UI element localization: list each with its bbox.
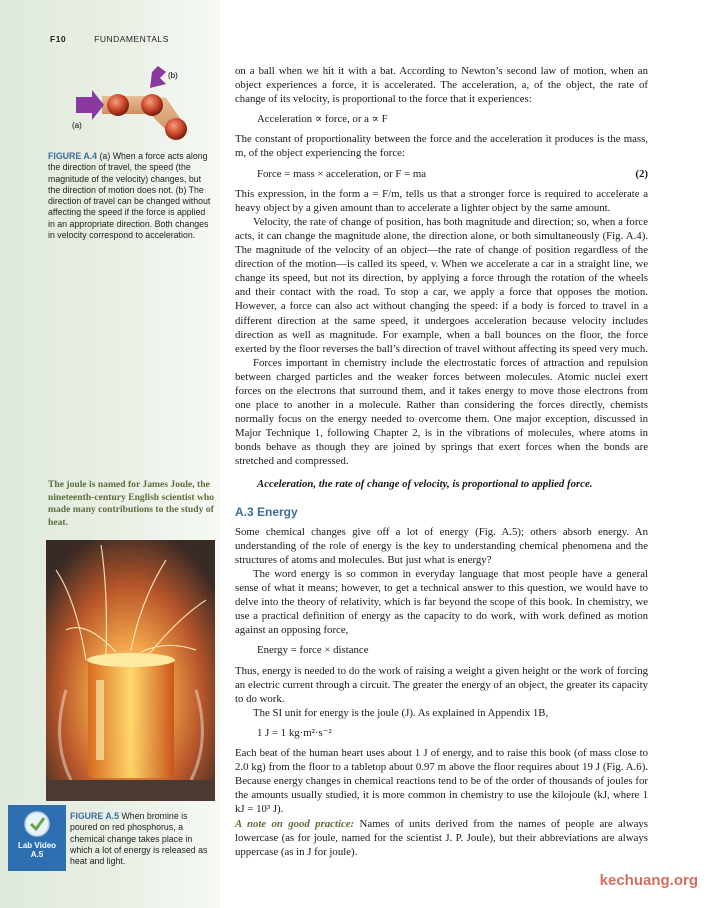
good-practice-heading: A note on good practice: bbox=[235, 817, 355, 830]
paragraph-mass: The constant of proportionality between the force and the acceleration it produces is the mass, m, of the object experiencing the force: bbox=[235, 133, 648, 160]
paragraph-forces-chemistry: Forces important in chemistry include the electrostatic forces of attraction and repulsion between charged particles and the weaker forces between molecules. Atomic nuclei exert forces on the electrons that surround them, and it takes energy to move those electrons from one place to another in a molecule. Rather than considering the forces directly, chemists normally focus on the energy needed to overcome them. One major exception, discussed in Major Technique 1, following Chapter 2, is in the vibrations of molecules, where atoms in bonds behave as though they are joined by springs that exert forces when the bonds are stretched and compressed. bbox=[235, 356, 648, 468]
figure-a5-caption-text: When bromine is poured on red phosphorus, a chemical change takes place in which a lot of energy is released as heat and light. bbox=[70, 811, 208, 867]
equation-number: (2) bbox=[635, 167, 648, 180]
good-practice-body: Names of units derived from the names of people are always lowercase (as for joule, named for the scientist J. P. Joule), but their abbreviations are always uppercase (as in J for joule). bbox=[235, 817, 648, 858]
equation-proportional: Acceleration ∝ force, or a ∝ F bbox=[257, 113, 388, 126]
lab-video-label: Lab Video bbox=[17, 841, 57, 850]
margin-note-joule: The joule is named for James Joule, the nineteenth-century English scientist who made many contributions to the study of heat. bbox=[48, 479, 215, 528]
figure-a4-caption bbox=[48, 151, 213, 241]
equation-joule: 1 J = 1 kg·m²·s⁻² bbox=[257, 726, 332, 739]
figure-a5-photo bbox=[46, 540, 215, 801]
figure-a4-illustration bbox=[62, 62, 202, 142]
paragraph-energy-intro: Some chemical changes give off a lot of energy (Fig. A.5); others absorb energy. An understanding of the role of energy is the key to understanding chemical phenomena and the structures of atoms and molecules. But just what is energy? bbox=[235, 525, 648, 566]
lab-video-badge[interactable] bbox=[8, 805, 66, 871]
force-arrow-b bbox=[150, 66, 166, 88]
figure-a5-caption bbox=[70, 811, 212, 867]
section-title: FUNDAMENTALS bbox=[94, 34, 169, 44]
paragraph-newton: on a ball when we hit it with a bat. According to Newton’s second law of motion, when an object experiences a force, it is accelerated. The acceleration, a, of the object, the rate of change of its velocity, is proportional to the force that it experiences: bbox=[235, 65, 648, 106]
paragraph-velocity: Velocity, the rate of change of position, has both magnitude and direction; so, when a force acts, it can change the magnitude alone, the direction alone, or both simultaneously (Fig. A.4). The magnitude of the velocity of an object—the rate of change of position regardless of the direction of the motion—is called its speed, v. When we accelerate a car in a straight line, we change its speed, but not its direction, by applying a force through the rotation of the wheels and their contact with the road. To stop a car, we apply a force that opposes the motion. However, a force can also act without changing the speed: if a body is forced to travel in a different direction at the same speed, it undergoes acceleration because velocity includes direction as well as magnitude. For example, when a ball bounces on the floor, the force exerted by the floor reverses the ball’s direction of travel without affecting its speed very much. bbox=[235, 215, 648, 355]
force-arrow-a bbox=[76, 90, 104, 120]
equation-force-text: Force = mass × acceleration, or F = ma bbox=[257, 167, 427, 180]
paragraph-f-over-m: This expression, in the form a = F/m, tells us that a stronger force is required to accelerate a heavy object by a given amount than to accelerate a lighter object by the same amount. bbox=[235, 187, 648, 214]
lab-video-icon bbox=[22, 809, 52, 839]
equation-force bbox=[257, 167, 648, 181]
running-header bbox=[50, 34, 169, 44]
lab-video-number: A.5 bbox=[30, 850, 44, 859]
paragraph-si-unit: The SI unit for energy is the joule (J). As explained in Appendix 1B, bbox=[253, 706, 549, 719]
paragraph-work: Thus, energy is needed to do the work of raising a weight a given height or the work of forcing an electric current through a circuit. The greater the energy of an object, the greater its capacity to do work. bbox=[235, 664, 648, 705]
label-a: (a) bbox=[72, 121, 82, 130]
section-heading-energy: A.3 Energy bbox=[235, 504, 298, 519]
paragraph-heartbeat: Each beat of the human heart uses about 1 J of energy, and to raise this book (of mass close to 2.0 kg) from the floor to a tabletop about 0.97 m above the floor requires about 19 J (Fig. A.6). Because energy changes in chemical reactions tend to be of the order of thousands of joules for the amounts usually studied, it is more common in chemistry to use the kilojoule (kJ, where 1 kJ = 10³ J). bbox=[235, 747, 648, 816]
paragraph-energy-definition: The word energy is so common in everyday language that most people have a general sense of what it means; however, to get a technical answer to this question, we would have to delve into the theory of relativity, which is far beyond the scope of this book. In chemistry, we use a practical definition of energy as the capacity to do work, with work defined as motion against an opposing force, bbox=[235, 568, 648, 637]
watermark bbox=[600, 872, 698, 890]
figure-a4-caption-text: (a) When a force acts along the direction of travel, the speed (the magnitude of the velocity) changes, but the direction of motion does not. (b) The direction of travel can be changed without affecting the speed if the force is applied in an appropriate direction. Both changes in velocity correspond to acceleration. bbox=[48, 151, 211, 241]
equation-energy: Energy = force × distance bbox=[257, 644, 369, 657]
main-text-column bbox=[235, 64, 648, 859]
good-practice-note bbox=[235, 817, 648, 859]
page-number: F10 bbox=[50, 34, 67, 44]
figure-a4-title: FIGURE A.4 bbox=[48, 151, 98, 161]
label-b: (b) bbox=[168, 71, 178, 80]
figure-a5-title: FIGURE A.5 bbox=[70, 811, 120, 821]
key-point: Acceleration, the rate of change of velocity, is proportional to applied force. bbox=[257, 477, 593, 490]
watermark-text: kechuang.org bbox=[599, 872, 698, 889]
